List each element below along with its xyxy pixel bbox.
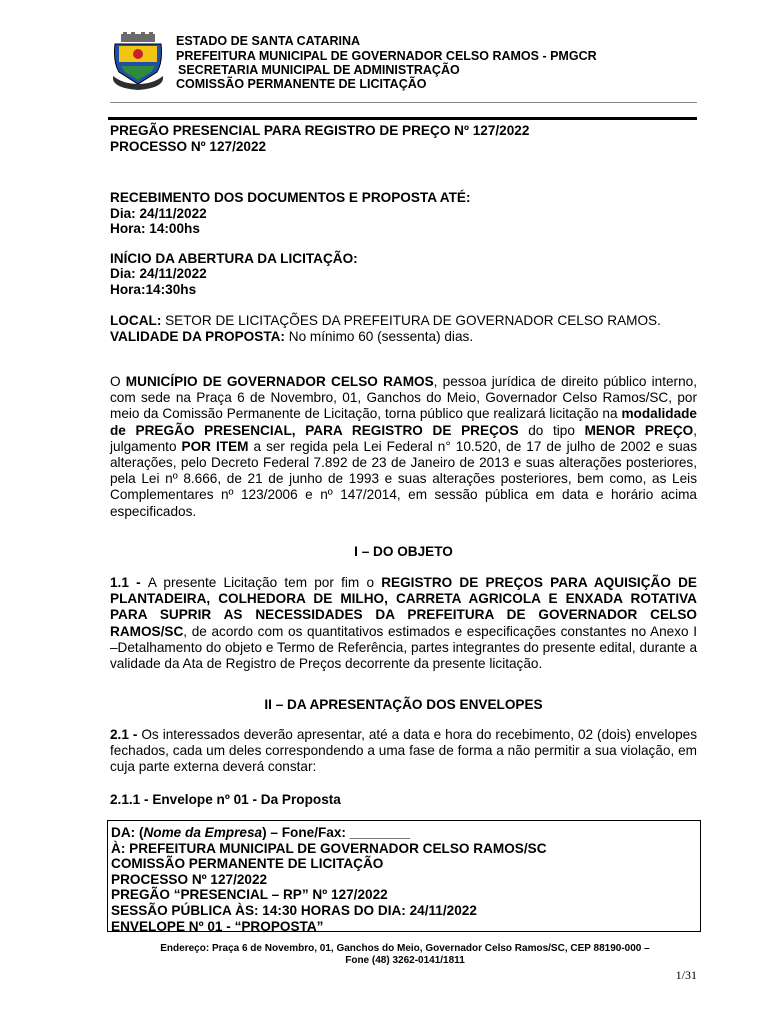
header-rule-thin	[110, 102, 697, 103]
envelope-phone: ) – Fone/Fax: ________	[262, 825, 411, 840]
envelope-pregao-line: PREGÃO “PRESENCIAL – RP” Nº 127/2022	[111, 887, 388, 903]
footer-phone: Fone (48) 3262-0141/1811	[345, 955, 465, 966]
section-2-paragraph	[110, 727, 697, 776]
clause-number: 2.1 -	[110, 727, 142, 742]
validity-value: No mínimo 60 (sessenta) dias.	[284, 329, 474, 344]
receipt-hour: Hora: 14:00hs	[110, 221, 200, 236]
page-number: 1/31	[675, 968, 697, 982]
validity-label: VALIDADE DA PROPOSTA:	[110, 329, 285, 344]
validity-line	[110, 329, 473, 345]
section-1-paragraph	[110, 575, 697, 672]
intro-text: , pessoa jurídica de direito público interno, com sede na Praça 6 de Novembro, 01, Ganchos do Meio, Governador Celso Ramos/SC, por meio da Comissão Permanente de Licitação, torna público que realizará licitação na	[110, 374, 697, 422]
envelope-session-line: SESSÃO PÚBLICA ÀS: 14:30 HORAS DO DIA: 24/11/2022	[111, 902, 477, 918]
section-1-title: I – DO OBJETO	[354, 544, 453, 559]
local-label: LOCAL:	[110, 313, 162, 328]
process-number: PROCESSO Nº 127/2022	[110, 139, 267, 154]
intro-type: MENOR PREÇO	[584, 422, 694, 438]
header-secretariat: SECRETARIA MUNICIPAL DE ADMINISTRAÇÃO	[178, 63, 460, 77]
footer-address: Endereço: Praça 6 de Novembro, 01, Ganchos do Meio, Governador Celso Ramos/SC, CEP 88190-000 –	[160, 943, 650, 954]
opening-heading: INÍCIO DA ABERTURA DA LICITAÇÃO:	[110, 251, 358, 266]
intro-text: , julgamento	[110, 422, 698, 454]
header-commission: COMISSÃO PERMANENTE DE LICITAÇÃO	[176, 77, 427, 91]
intro-modality: modalidade de PREGÃO PRESENCIAL, PARA REGISTRO DE PREÇOS	[110, 406, 697, 438]
section-1-text: , de acordo com os quantitativos estimados e especificações constantes no Anexo I –Detalhamento do objeto e Termo de Referência, partes integrantes do presente edital, durante a validade da Ata de Registro de Preços decorrente da presente licitação.	[110, 623, 697, 672]
clause-number: 1.1 -	[110, 575, 148, 590]
local-value: SETOR DE LICITAÇÕES DA PREFEITURA DE GOVERNADOR CELSO RAMOS.	[161, 313, 661, 328]
receipt-day: Dia: 24/11/2022	[110, 206, 207, 221]
intro-paragraph	[110, 374, 697, 520]
receipt-heading: RECEBIMENTO DOS DOCUMENTOS E PROPOSTA ATÉ:	[110, 190, 471, 205]
header-state: ESTADO DE SANTA CATARINA	[176, 34, 361, 48]
envelope-number-line: ENVELOPE Nº 01 - “PROPOSTA”	[111, 918, 324, 934]
document-title: PREGÃO PRESENCIAL PARA REGISTRO DE PREÇO Nº 127/2022	[110, 123, 530, 138]
section-2-title: II – DA APRESENTAÇÃO DOS ENVELOPES	[264, 697, 543, 712]
envelope-from-line	[111, 825, 700, 841]
envelope-label-box	[107, 820, 701, 932]
header-prefecture: PREFEITURA MUNICIPAL DE GOVERNADOR CELSO RAMOS - PMGCR	[176, 49, 597, 63]
opening-hour: Hora:14:30hs	[110, 282, 197, 297]
section-1-object: REGISTRO DE PREÇOS PARA AQUISIÇÃO DE PLANTADEIRA, COLHEDORA DE MILHO, CARRETA AGRICOLA E ENXADA ROTATIVA PARA SUPRIR AS NECESSIDADES DA PREFEITURA DE GOVERNADOR CELSO RAMOS/SC	[110, 575, 697, 639]
intro-text: O	[110, 374, 126, 389]
section-1-text: A presente Licitação tem por fim o	[147, 575, 382, 590]
section-2-text: Os interessados deverão apresentar, até a data e hora do recebimento, 02 (dois) envelopes fechados, cada um deles correspondendo a uma fase de forma a não permitir a sua violação, em cuja parte externa deverá constar:	[110, 727, 697, 775]
envelope-to-line: À: PREFEITURA MUNICIPAL DE GOVERNADOR CELSO RAMOS/SC	[111, 840, 547, 856]
envelope-commission-line: COMISSÃO PERMANENTE DE LICITAÇÃO	[111, 856, 384, 872]
title-rule-thick	[108, 117, 697, 120]
envelope-company-name: Nome da Empresa	[143, 825, 263, 840]
envelope-process-line: PROCESSO Nº 127/2022	[111, 871, 268, 887]
municipal-crest-logo	[113, 32, 163, 94]
envelope-1-heading: 2.1.1 - Envelope nº 01 - Da Proposta	[110, 792, 341, 807]
opening-day: Dia: 24/11/2022	[110, 266, 207, 281]
local-line	[110, 313, 661, 329]
intro-municipality: MUNICÍPIO DE GOVERNADOR CELSO RAMOS	[125, 374, 434, 389]
intro-judgment: POR ITEM	[181, 438, 249, 454]
intro-text: a ser regida pela Lei Federal n° 10.520, de 17 de julho de 2002 e suas alterações, pelo Decreto Federal 7.892 de 23 de Janeiro de 2013 e suas alterações posteriores, pela Lei nº 8.666, de 21 de junho de 1993 e suas alterações posteriores, bem como, as Leis Complementares nº 123/2006 e nº 147/2014, em sessão pública em data e horário acima especificados.	[110, 438, 697, 519]
intro-text: do tipo	[518, 422, 585, 438]
envelope-from-prefix: DA: (	[111, 825, 144, 840]
